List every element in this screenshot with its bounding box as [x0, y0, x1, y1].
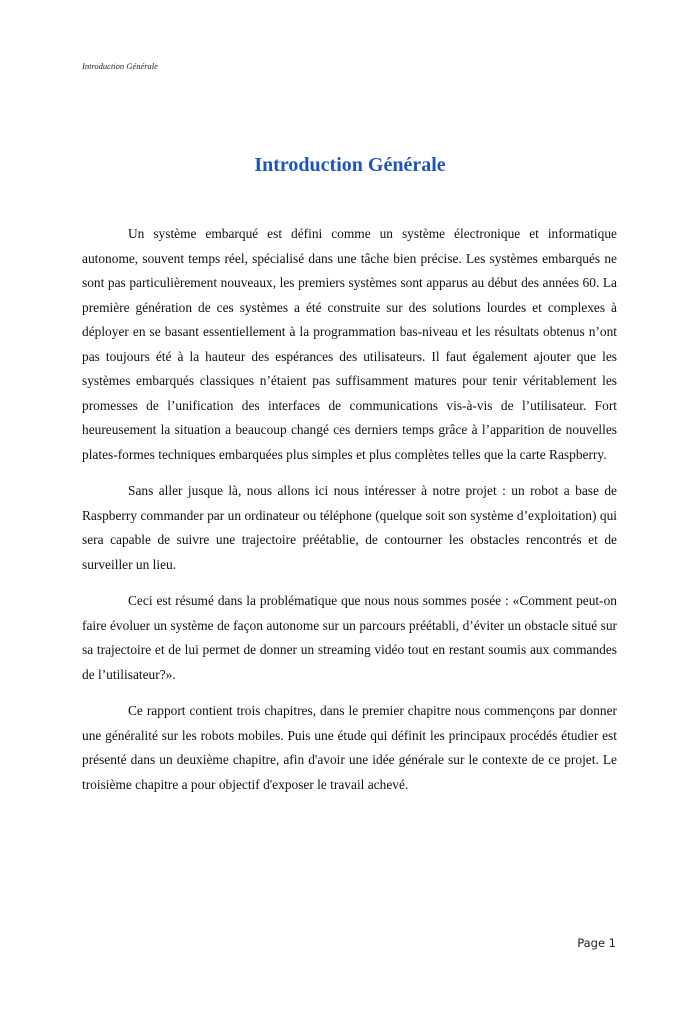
page-title: Introduction Générale [254, 154, 446, 176]
paragraph-1: Un système embarqué est défini comme un système électronique et informatique autonome, souvent temps réel, spécialisé dans une tâche bien précise. Les systèmes embarqués ne sont pas particulièrement nouveaux, les premiers systèmes sont apparus au début des années 60. La première génération de ces systèmes a été construite sur des solutions lourdes et complexes à déployer en se basant essentiellement à la programmation bas-niveau et les résultats obtenus n’ont pas toujours été à la hauteur des espérances des utilisateurs. Il faut également ajouter que les systèmes embarqués classiques n’étaient pas suffisamment matures pour tenir véritablement les promesses de l’unification des interfaces de communications vis-à-vis de l’utilisateur. Fort heureusement la situation a beaucoup changé ces derniers temps grâce à l’apparition de nouvelles plates-formes techniques embarquées plus simples et plus complètes telles que la carte Raspberry. [82, 226, 617, 462]
body-text [82, 222, 617, 809]
running-header: Introduction Générale [82, 61, 158, 71]
paragraph-4: Ce rapport contient trois chapitres, dans le premier chapitre nous commençons par donner une généralité sur les robots mobiles. Puis une étude qui définit les principaux procédés étudier est présenté dans un deuxième chapitre, afin d'avoir une idée générale sur le contexte de ce projet. Le troisième chapitre a pour objectif d'exposer le travail achevé. [82, 703, 617, 792]
page-number: Page 1 [577, 936, 616, 950]
paragraph-3: Ceci est résumé dans la problématique que nous nous sommes posée : «Comment peut-on faire évoluer un système de façon autonome sur un parcours préétabli, d’éviter un obstacle situé sur sa trajectoire et de lui permet de donner un streaming vidéo tout en restant soumis aux commandes de l’utilisateur?». [82, 593, 617, 682]
paragraph-2: Sans aller jusque là, nous allons ici nous intéresser à notre projet : un robot a base de Raspberry commander par un ordinateur ou téléphone (quelque soit son système d’exploitation) qui sera capable de suivre une trajectoire préétablie, de contourner les obstacles rencontrés et de surveiller un lieu. [82, 483, 617, 572]
